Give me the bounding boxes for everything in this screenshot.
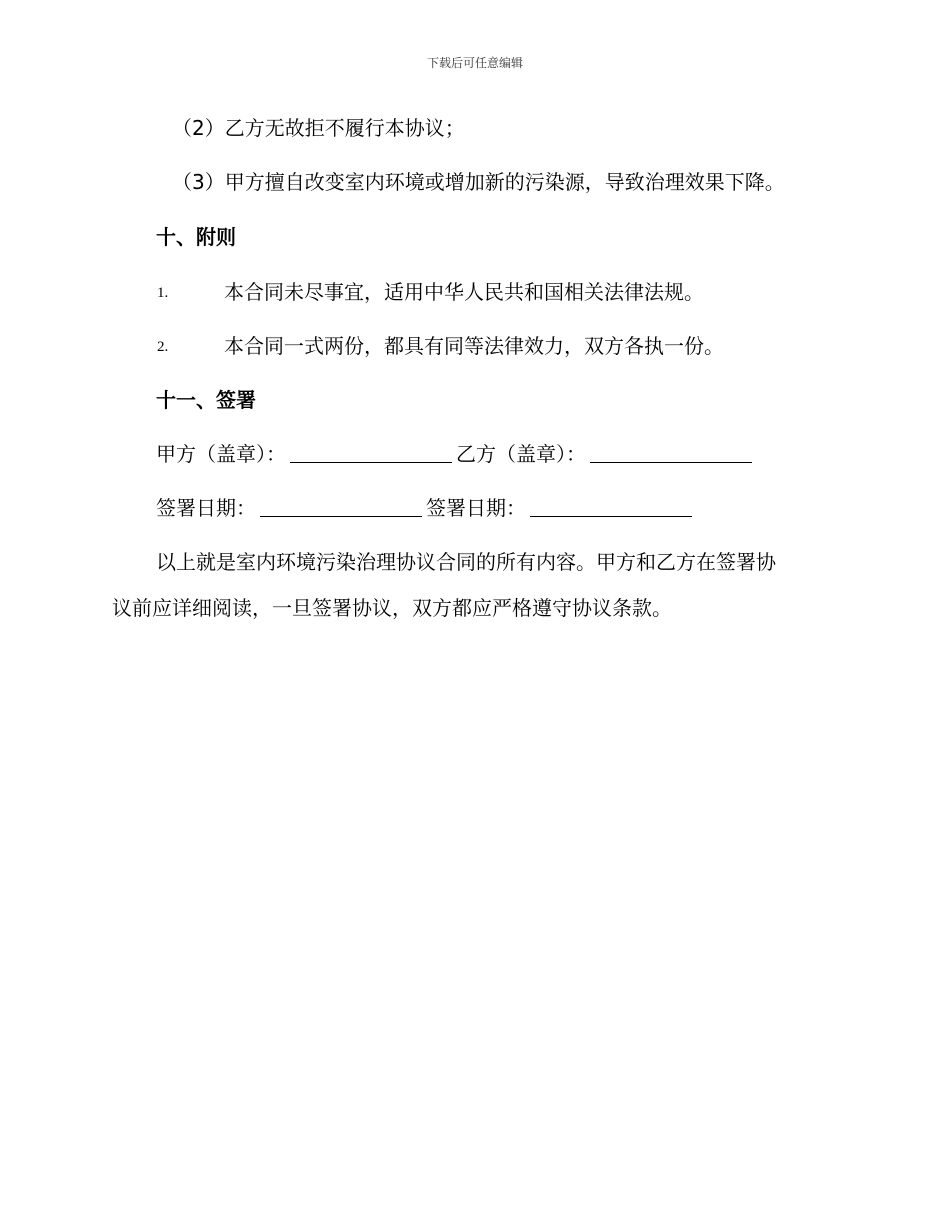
party-a-signature-line [290,444,452,463]
section-10-item-1-text: 本合同未尽事宜，适用中华人民共和国相关法律法规。 [224,280,704,304]
page-header-note: 下载后可任意编辑 [426,56,523,70]
section-10-item-2-text: 本合同一式两份，都具有同等法律效力，双方各执一份。 [224,334,724,358]
party-b-label: 乙方（盖章）： [456,442,586,466]
date-a-label: 签署日期： [156,496,256,520]
closing-paragraph-line-1: 以上就是室内环境污染治理协议合同的所有内容。甲方和乙方在签署协 [156,550,776,574]
closing-paragraph-line-2: 议前应详细阅读，一旦签署协议，双方都应严格遵守协议条款。 [112,596,672,620]
clause-item-3: （3）甲方擅自改变室内环境或增加新的污染源，导致治理效果下降。 [172,170,785,194]
signature-date-row [156,494,696,522]
section-10-item-1-number: 1. [157,285,169,301]
party-b-signature-line [590,444,752,463]
clause-item-2: （2）乙方无故拒不履行本协议； [172,116,465,140]
date-a-line [260,498,422,517]
date-b-line [530,498,692,517]
date-b-label: 签署日期： [426,496,526,520]
section-10-title: 十、附则 [156,225,236,249]
section-10-item-2-number: 2. [157,339,169,355]
party-a-label: 甲方（盖章）： [156,442,286,466]
section-11-title: 十一、签署 [156,388,256,412]
signature-party-row [156,440,756,468]
